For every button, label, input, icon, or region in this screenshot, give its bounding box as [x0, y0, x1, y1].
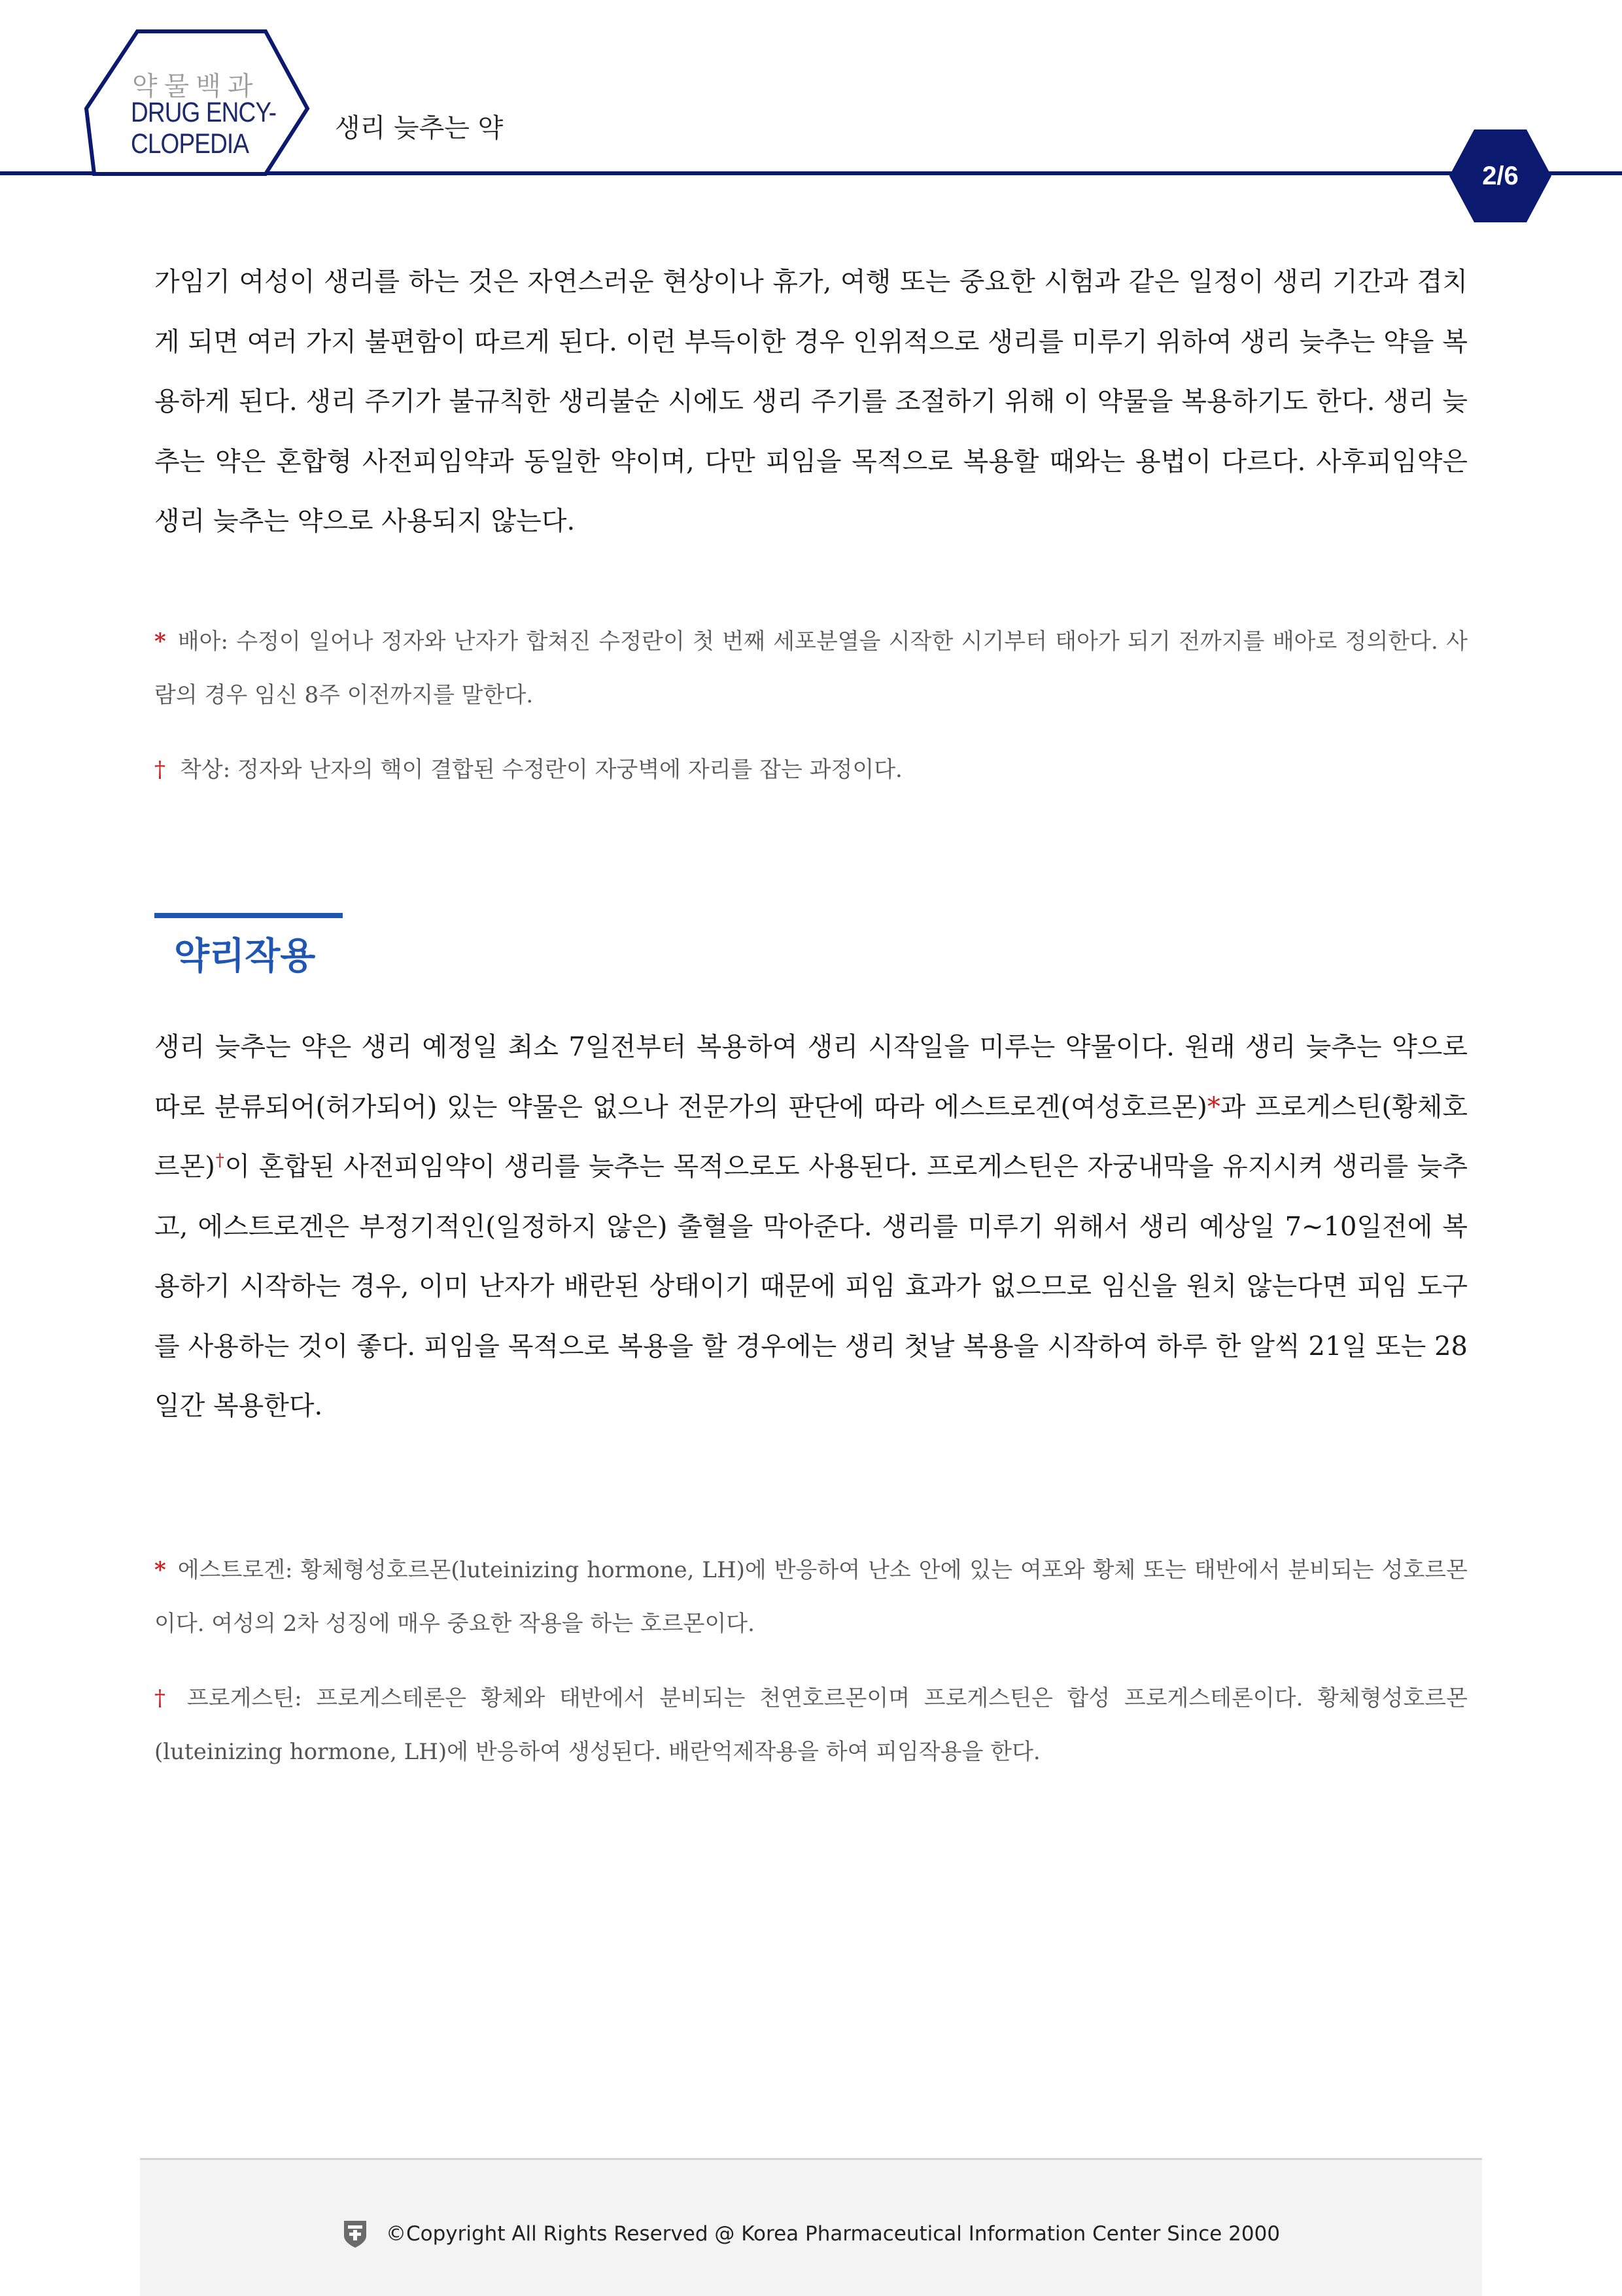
intro-paragraph: 가임기 여성이 생리를 하는 것은 자연스러운 현상이나 휴가, 여행 또는 중요한 시험과 같은 일정이 생리 기간과 겹치게 되면 여러 가지 불편함이 따르게 된다. 이런 부득이한 경우 인위적으로 생리를 미루기 위하여 생리 늦추는 약을 복용하게 된다. 생리 주기가 불규칙한 생리불순 시에도 생리 주기를 조절하기 위해 이 약물을 복용하기도 한다. 생리 늦추는 약은 혼합형 사전피임약과 동일한 약이며, 다만 피임을 목적으로 복용할 때와는 용법이 다르다. 사후피임약은 생리 늦추는 약으로 사용되지 않는다. — [154, 267, 1468, 536]
logo-korean-text: 약물백과 — [132, 71, 260, 101]
drug-encyclopedia-logo — [81, 29, 314, 178]
kpic-shield-icon — [342, 2219, 368, 2249]
footnote-implantation — [154, 743, 1468, 797]
page-number-badge — [1448, 128, 1553, 224]
footnote-text: 프로게스틴: 프로게스테론은 황체와 태반에서 분비되는 천연호르몬이며 프로게스틴은 합성 프로게스테론이다. 황체형성호르몬(luteinizing hormone, LH)에 반응하여 생성된다. 배란억제작용을 하여 피임작용을 한다. — [154, 1685, 1468, 1765]
asterisk-mark: * — [154, 628, 166, 655]
dagger-mark: † — [154, 757, 165, 783]
footnote-text: 배아: 수정이 일어나 정자와 난자가 합쳐진 수정란이 첫 번째 세포분열을 시작한 시기부터 태아가 되기 전까지를 배아로 정의한다. 사람의 경우 임신 8주 이전까지를 말한다. — [154, 628, 1468, 708]
paragraph-text: 과 프로게스틴(황체호르몬) — [154, 1091, 1468, 1182]
footnote-text: 에스트로겐: 황체형성호르몬(luteinizing hormone, LH)에 반응하여 난소 안에 있는 여포와 황체 또는 태반에서 분비되는 성호르몬이다. 여성의 2차 성징에 매우 중요한 작용을 하는 호르몬이다. — [154, 1557, 1468, 1637]
footnote-text: 착상: 정자와 난자의 핵이 결합된 수정란이 자궁벽에 자리를 잡는 과정이다. — [180, 757, 903, 783]
asterisk-ref-mark: * — [1207, 1091, 1220, 1122]
dagger-ref-mark: † — [215, 1150, 225, 1171]
pharmacology-paragraph — [154, 1018, 1468, 1437]
paragraph-text: 이 혼합된 사전피임약이 생리를 늦추는 목적으로도 사용된다. 프로게스틴은 자궁내막을 유지시켜 생리를 늦추고, 에스트로겐은 부정기적인(일정하지 않은) 출혈을 막아준다. 생리를 미루기 위해서 생리 예상일 7~10일전에 복용하기 시작하는 경우, 이미 난자가 배란된 상태이기 때문에 피임 효과가 없으므로 임신을 원치 않는다면 피임 도구를 사용하는 것이 좋다. 피임을 목적으로 복용을 할 경우에는 생리 첫날 복용을 시작하여 하루 한 알씩 21일 또는 28일간 복용한다. — [154, 1152, 1468, 1421]
logo-english-line2: CLOPEDIA — [131, 128, 249, 160]
logo-english-line1: DRUG ENCY- — [131, 97, 277, 128]
paragraph-text: 생리 늦추는 약은 생리 예정일 최소 7일전부터 복용하여 생리 시작일을 미루는 약물이다. 원래 생리 늦추는 약으로 따로 분류되어(허가되어) 있는 약물은 없으나 전문가의 판단에 따라 에스트로겐(여성호르몬) — [154, 1032, 1468, 1122]
page-footer — [140, 2158, 1482, 2296]
section-heading-bar — [154, 913, 343, 918]
document-title: 생리 늦추는 약 — [335, 113, 504, 143]
asterisk-mark: * — [154, 1557, 166, 1583]
footer-content — [140, 2219, 1482, 2249]
section-heading-pharmacology: 약리작용 — [174, 935, 316, 978]
copyright-text: ©Copyright All Rights Reserved @ Korea Pharmaceutical Information Center Since 2000 — [386, 2222, 1281, 2246]
footnote-progestin — [154, 1671, 1468, 1779]
page-indicator: 2/6 — [1482, 162, 1519, 190]
footnote-embryo — [154, 615, 1468, 722]
footnote-estrogen — [154, 1543, 1468, 1651]
dagger-mark: † — [154, 1685, 173, 1711]
